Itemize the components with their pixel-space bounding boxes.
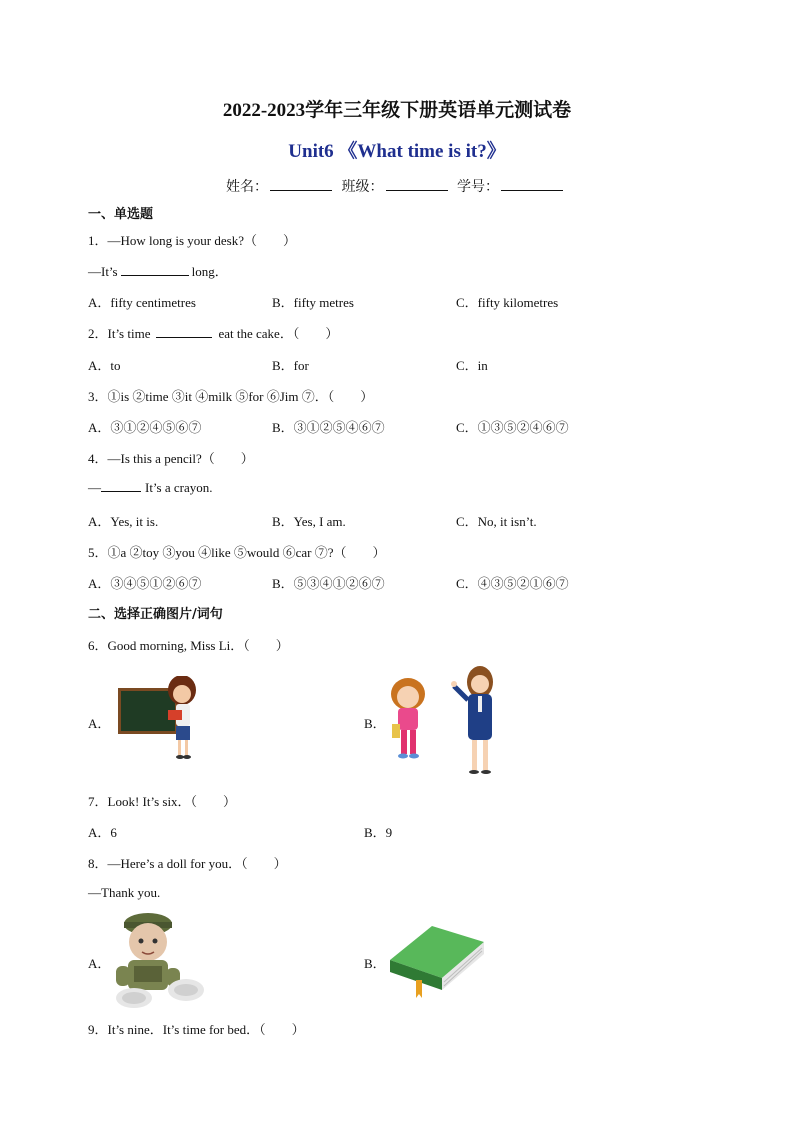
question-7-stem: 7．Look! It’s six．（ ） bbox=[88, 794, 237, 809]
q5-option-b[interactable]: B．⑤③④①②⑥⑦ bbox=[272, 576, 385, 591]
q2-suffix: eat the cake．（ ） bbox=[218, 326, 339, 341]
q3-option-b[interactable]: B．③①②⑤④⑥⑦ bbox=[272, 420, 385, 435]
q5-option-a[interactable]: A．③④⑤①②⑥⑦ bbox=[88, 576, 202, 591]
question-9-stem: 9．It’s nine．It’s time for bed．（ ） bbox=[88, 1022, 305, 1037]
question-4-line2 bbox=[88, 479, 213, 496]
q2-option-c[interactable]: C．in bbox=[456, 358, 488, 373]
student-info-row bbox=[0, 176, 794, 196]
q1-prefix: —It’s bbox=[88, 264, 118, 279]
question-5-stem: 5．①a ②toy ③you ④like ⑤would ⑥car ⑦?（ ） bbox=[88, 545, 386, 560]
question-4-stem: 4．—Is this a pencil?（ ） bbox=[88, 451, 254, 466]
name-label: 姓名： bbox=[226, 179, 269, 195]
q7-option-a[interactable]: A．6 bbox=[88, 825, 117, 840]
section-heading-1: 一、单选题 bbox=[88, 207, 154, 222]
q5-option-c[interactable]: C．④③⑤②①⑥⑦ bbox=[456, 576, 569, 591]
q6-option-a[interactable]: A． bbox=[88, 716, 111, 731]
q2-blank[interactable] bbox=[156, 325, 212, 338]
section-heading-2: 二、选择正确图片/词句 bbox=[88, 607, 223, 622]
name-blank[interactable] bbox=[270, 177, 332, 191]
question-1-line2 bbox=[88, 261, 228, 280]
q8-option-a[interactable]: A． bbox=[88, 956, 111, 971]
question-6-stem: 6．Good morning, Miss Li．（ ） bbox=[88, 638, 289, 653]
q1-option-c[interactable]: C．fifty kilometres bbox=[456, 295, 559, 310]
q3-option-a[interactable]: A．③①②④⑤⑥⑦ bbox=[88, 420, 202, 435]
q1-option-a[interactable]: A．fifty centimetres bbox=[88, 295, 196, 310]
question-8-stem: 8．—Here’s a doll for you．（ ） bbox=[88, 856, 287, 871]
q1-suffix: long． bbox=[191, 264, 228, 279]
q2-option-b[interactable]: B．for bbox=[272, 358, 309, 373]
unit-subtitle: Unit6 《What time is it?》 bbox=[288, 141, 506, 162]
question-3-stem: 3．①is ②time ③it ④milk ⑤for ⑥Jim ⑦．（ ） bbox=[88, 389, 374, 404]
q4-prefix: — bbox=[88, 480, 101, 495]
q8-option-b[interactable]: B． bbox=[364, 956, 386, 971]
q2-prefix: 2．It’s time bbox=[88, 326, 151, 341]
soldier-doll-image[interactable] bbox=[112, 910, 208, 1012]
question-1-stem: 1．—How long is your desk?（ ） bbox=[88, 233, 296, 248]
girl-and-teacher-image[interactable] bbox=[384, 664, 506, 778]
q1-blank[interactable] bbox=[121, 263, 189, 276]
id-blank[interactable] bbox=[501, 177, 563, 191]
q1-option-b[interactable]: B．fifty metres bbox=[272, 295, 354, 310]
q7-option-b[interactable]: B．9 bbox=[364, 825, 393, 840]
question-2-stem bbox=[88, 323, 338, 342]
page-title: 2022-2023学年三年级下册英语单元测试卷 bbox=[222, 100, 572, 121]
teacher-at-blackboard-image[interactable] bbox=[116, 676, 208, 762]
question-8-line2: —Thank you. bbox=[88, 885, 161, 900]
q6-option-b[interactable]: B． bbox=[364, 716, 386, 731]
q4-blank[interactable] bbox=[101, 479, 141, 492]
q3-option-c[interactable]: C．①③⑤②④⑥⑦ bbox=[456, 420, 569, 435]
class-label: 班级： bbox=[341, 179, 384, 195]
q2-option-a[interactable]: A．to bbox=[88, 358, 121, 373]
id-label: 学号： bbox=[456, 179, 499, 195]
q4-option-c[interactable]: C．No, it isn’t. bbox=[456, 514, 537, 529]
green-book-image[interactable] bbox=[386, 920, 488, 1000]
q4-option-a[interactable]: A．Yes, it is. bbox=[88, 514, 159, 529]
q4-suffix: It’s a crayon. bbox=[145, 480, 213, 495]
q4-option-b[interactable]: B．Yes, I am. bbox=[272, 514, 346, 529]
class-blank[interactable] bbox=[386, 177, 448, 191]
